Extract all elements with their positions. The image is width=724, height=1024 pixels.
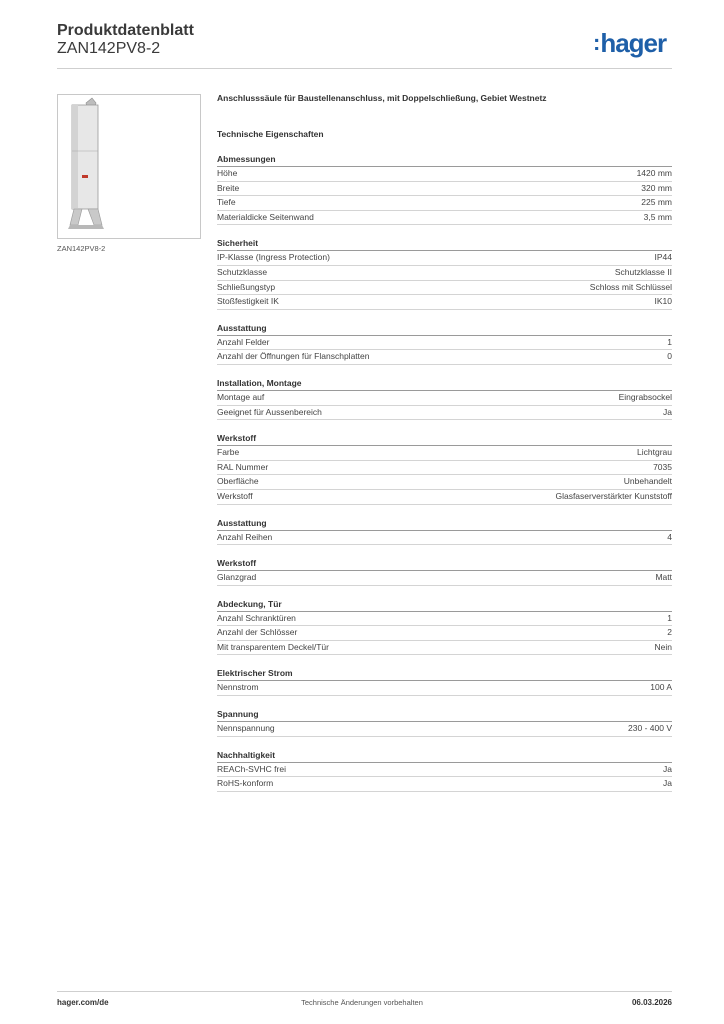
- spec-value: 1420 mm: [636, 168, 672, 178]
- spec-value: Eingrabsockel: [618, 391, 672, 402]
- spec-row: [217, 350, 672, 365]
- section-title: Ausstattung: [217, 518, 672, 531]
- spec-section: [217, 433, 672, 504]
- spec-value: Schloss mit Schlüssel: [589, 281, 672, 292]
- spec-label: IP-Klasse (Ingress Protection): [217, 252, 330, 263]
- spec-label: Montage auf: [217, 391, 265, 402]
- spec-row: [217, 641, 672, 656]
- section-title: Nachhaltigkeit: [217, 750, 672, 763]
- spec-value: 1: [667, 336, 672, 347]
- section-title: Werkstoff: [217, 558, 672, 571]
- spec-value: Matt: [655, 572, 672, 583]
- footer-date: 06.03.2026: [631, 998, 672, 1007]
- spec-section: [217, 558, 672, 586]
- section-title: Installation, Montage: [217, 378, 672, 391]
- spec-row: [217, 612, 672, 627]
- spec-row: [217, 571, 672, 586]
- image-caption: ZAN142PV8-2: [57, 244, 106, 253]
- spec-row: [217, 167, 672, 182]
- spec-row: [217, 446, 672, 461]
- spec-label: RoHS-konform: [217, 778, 274, 789]
- spec-label: Anzahl Reihen: [217, 531, 273, 542]
- spec-row: [217, 777, 672, 792]
- spec-value: 230 - 400 V: [628, 723, 672, 734]
- spec-row: [217, 406, 672, 421]
- spec-value: Lichtgrau: [637, 447, 672, 458]
- spec-label: Höhe: [217, 168, 238, 178]
- spec-section: [217, 599, 672, 656]
- spec-label: Anzahl der Öffnungen für Flanschplatten: [217, 351, 370, 362]
- spec-row: [217, 391, 672, 406]
- spec-value: Schutzklasse II: [614, 266, 672, 277]
- document-title: Produktdatenblatt: [57, 22, 194, 39]
- footer-website: hager.com/de: [57, 998, 109, 1007]
- spec-label: Farbe: [217, 447, 240, 458]
- spec-label: Mit transparentem Deckel/Tür: [217, 641, 329, 652]
- spec-value: 225 mm: [641, 197, 672, 208]
- spec-sections: [217, 154, 672, 792]
- spec-label: RAL Nummer: [217, 461, 269, 472]
- section-title: Werkstoff: [217, 433, 672, 446]
- spec-value: Ja: [663, 406, 672, 417]
- logo-text: hager: [600, 28, 667, 58]
- product-image: [57, 94, 201, 239]
- spec-label: Schließungstyp: [217, 281, 276, 292]
- section-title: Sicherheit: [217, 238, 672, 251]
- spec-label: Werkstoff: [217, 490, 253, 501]
- spec-row: [217, 626, 672, 641]
- spec-value: Glasfaserverstärkter Kunststoff: [555, 490, 672, 501]
- product-code: ZAN142PV8-2: [57, 40, 161, 57]
- spec-row: [217, 531, 672, 546]
- section-title: Elektrischer Strom: [217, 668, 672, 681]
- spec-label: Glanzgrad: [217, 572, 257, 583]
- spec-row: [217, 211, 672, 226]
- spec-section: [217, 518, 672, 546]
- spec-value: 100 A: [650, 682, 672, 693]
- spec-row: [217, 295, 672, 310]
- spec-value: 7035: [653, 461, 672, 472]
- spec-value: Nein: [654, 641, 672, 652]
- spec-value: IK10: [654, 296, 672, 307]
- spec-row: [217, 182, 672, 197]
- spec-section: [217, 323, 672, 365]
- section-title: Abmessungen: [217, 154, 672, 167]
- spec-label: Schutzklasse: [217, 266, 268, 277]
- spec-label: Breite: [217, 182, 240, 193]
- spec-label: Materialdicke Seitenwand: [217, 211, 314, 222]
- spec-row: [217, 281, 672, 296]
- spec-row: [217, 490, 672, 505]
- spec-section: [217, 154, 672, 225]
- product-illustration: [58, 95, 200, 238]
- tech-properties-heading: Technische Eigenschaften: [217, 129, 324, 139]
- spec-label: Oberfläche: [217, 476, 259, 487]
- section-title: Spannung: [217, 709, 672, 722]
- spec-row: [217, 681, 672, 696]
- section-title: Ausstattung: [217, 323, 672, 336]
- spec-value: Unbehandelt: [623, 476, 672, 487]
- spec-value: 0: [667, 351, 672, 362]
- spec-value: Ja: [663, 778, 672, 789]
- product-description: Anschlusssäule für Baustellenanschluss, mit Doppelschließung, Gebiet Westnetz: [217, 93, 547, 103]
- spec-row: [217, 266, 672, 281]
- spec-label: Nennstrom: [217, 682, 259, 693]
- spec-label: Tiefe: [217, 197, 236, 208]
- section-title: Abdeckung, Tür: [217, 599, 672, 612]
- spec-row: [217, 196, 672, 211]
- spec-value: 2: [667, 627, 672, 638]
- footer-note: Technische Änderungen vorbehalten: [301, 998, 423, 1007]
- spec-section: [217, 378, 672, 420]
- spec-section: [217, 709, 672, 737]
- spec-label: Anzahl Felder: [217, 336, 270, 347]
- spec-label: REACh-SVHC frei: [217, 763, 286, 774]
- footer-divider: [57, 991, 672, 992]
- spec-section: [217, 668, 672, 696]
- spec-row: [217, 475, 672, 490]
- header-divider: [57, 68, 672, 69]
- spec-row: [217, 336, 672, 351]
- spec-row: [217, 461, 672, 476]
- spec-row: [217, 251, 672, 266]
- spec-label: Stoßfestigkeit IK: [217, 296, 279, 307]
- spec-section: [217, 238, 672, 309]
- spec-value: 1: [667, 612, 672, 623]
- spec-value: Ja: [663, 763, 672, 774]
- spec-label: Geeignet für Aussenbereich: [217, 406, 322, 417]
- spec-row: [217, 763, 672, 778]
- spec-label: Anzahl der Schlösser: [217, 627, 298, 638]
- spec-row: [217, 722, 672, 737]
- spec-section: [217, 750, 672, 792]
- spec-label: Nennspannung: [217, 723, 275, 734]
- hager-logo: :hager: [593, 28, 667, 58]
- spec-value: IP44: [654, 252, 672, 263]
- spec-label: Anzahl Schranktüren: [217, 612, 296, 623]
- spec-value: 4: [667, 531, 672, 542]
- spec-value: 3,5 mm: [643, 211, 672, 222]
- spec-value: 320 mm: [641, 182, 672, 193]
- specification-content: [217, 93, 672, 792]
